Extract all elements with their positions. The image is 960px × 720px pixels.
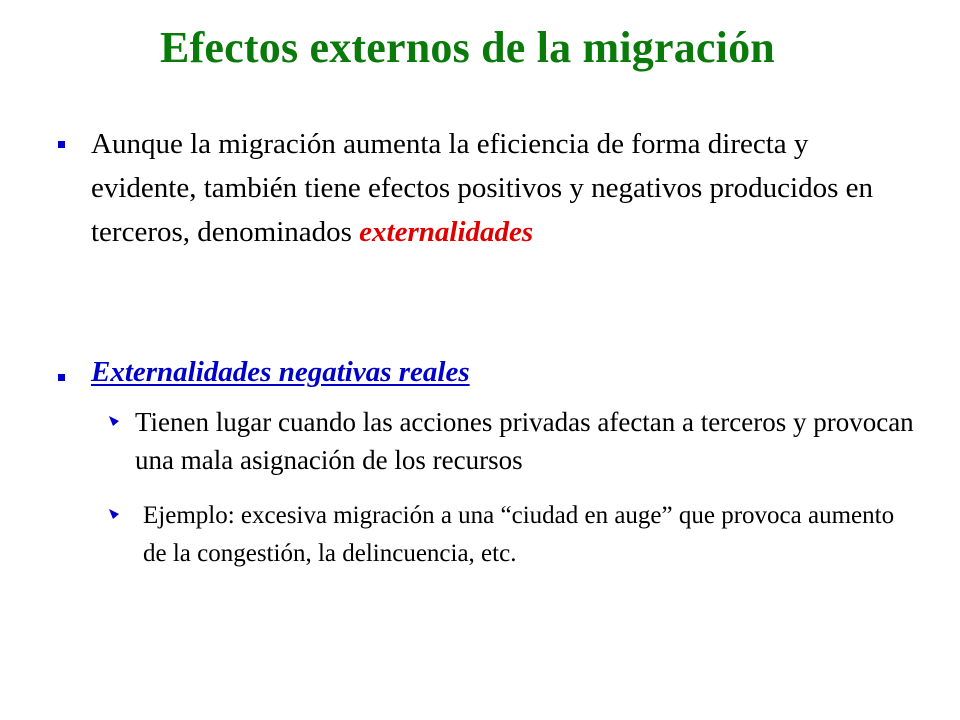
diamond-bullet-icon [108, 415, 120, 427]
bullet-1-body: Aunque la migración aumenta la eficiencia de forma directa y evidente, también tiene efectos positivos y negativos producidos en terceros, denominados [91, 128, 873, 248]
bullet-2-heading: Externalidades negativas reales [91, 356, 470, 388]
sub-bullet-1-text: Tienen lugar cuando las acciones privadas afectan a terceros y provocan una mala asignación de los recursos [135, 407, 914, 475]
diamond-bullet-icon [108, 508, 120, 520]
bullet-1-emphasis: externalidades [359, 216, 534, 248]
square-bullet-icon [58, 141, 65, 148]
square-bullet-icon [58, 374, 65, 381]
bullet-1-text [91, 122, 911, 254]
bullet-2-heading-wrap [91, 350, 911, 394]
slide-title: Efectos externos de la migración [160, 23, 775, 72]
sub-bullet-2-text: Ejemplo: excesiva migración a una “ciudad en auge” que provoca aumento de la congestión, la delincuencia, etc. [143, 502, 895, 567]
